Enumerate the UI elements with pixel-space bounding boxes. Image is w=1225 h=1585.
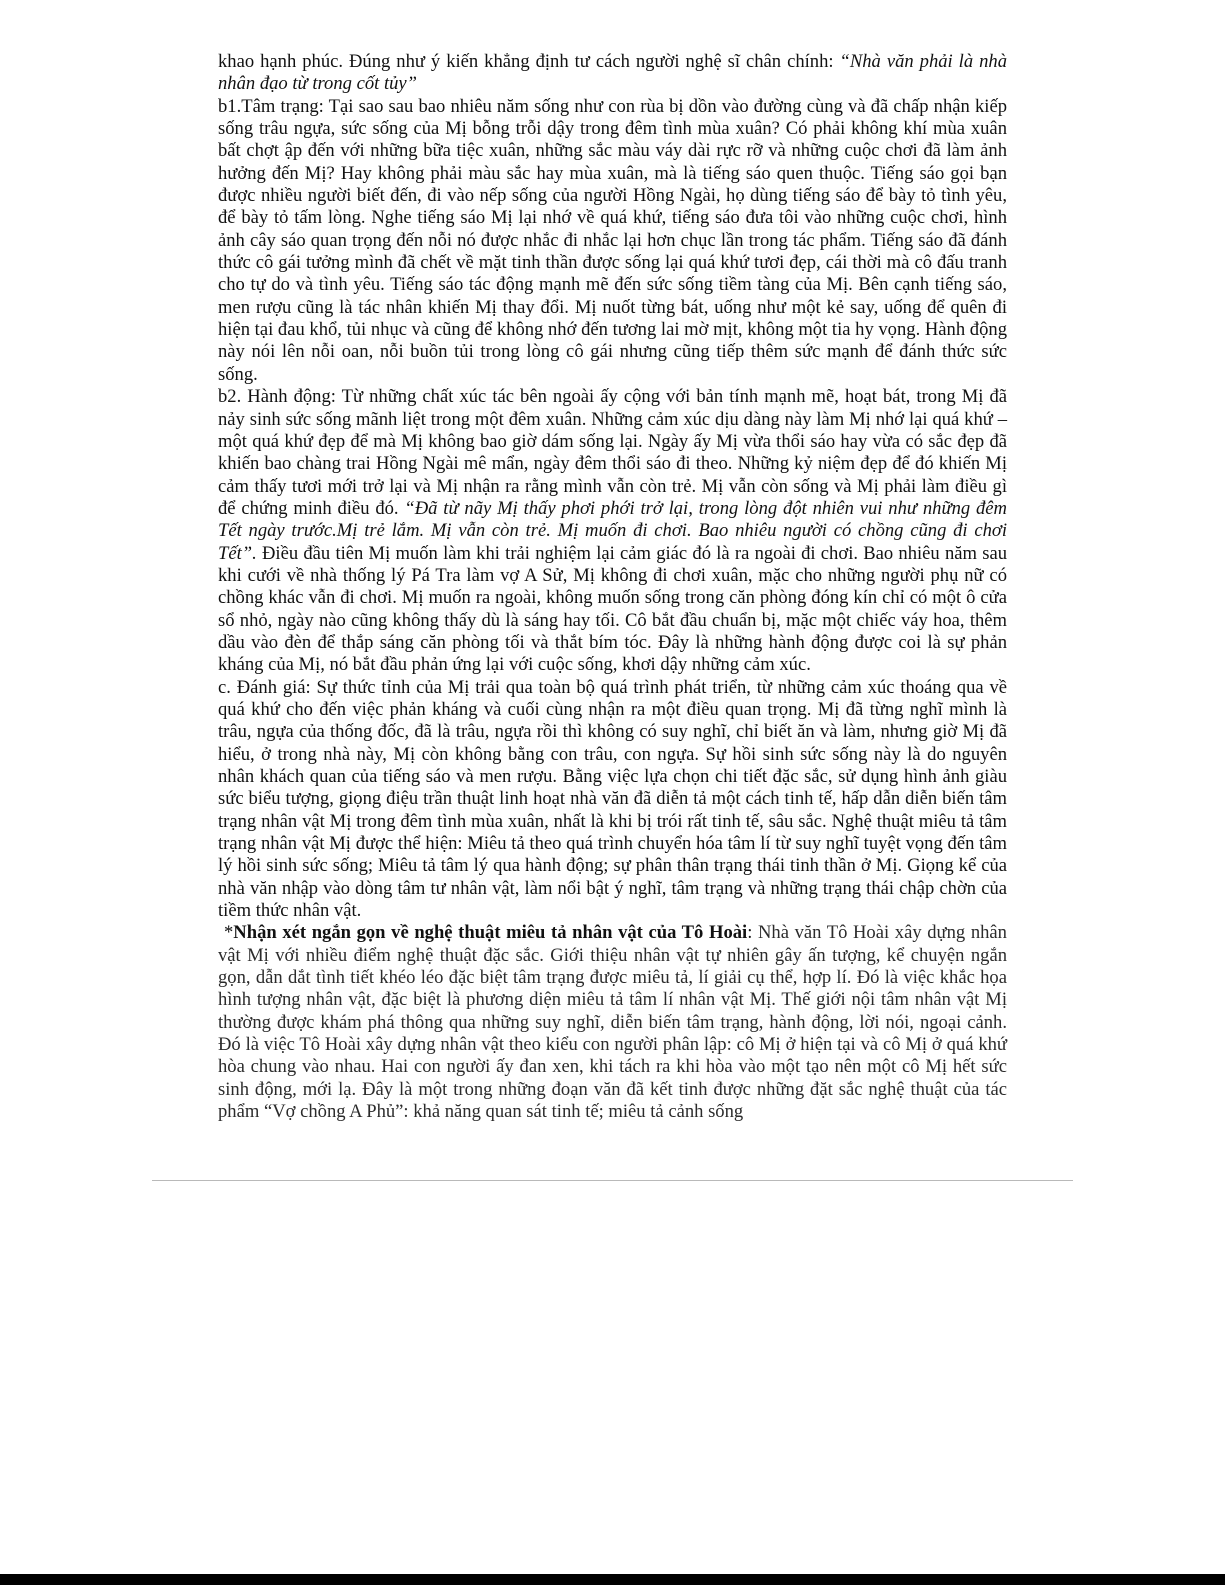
art-prefix: * <box>224 922 234 944</box>
b2-quote: “Đã từ nãy Mị thấy phơi phới trở lại, trong lòng đột nhiên vui như những đêm Tết ngày trước.Mị trẻ lắm. Mị vẫn còn trẻ. Mị muốn đi chơi. Bao nhiêu người có chồng cũng đi chơi Tết”. <box>218 497 1007 564</box>
intro-text: khao hạnh phúc. Đúng như ý kiến khẳng định tư cách người nghệ sĩ chân chính: <box>218 51 840 72</box>
art-paragraph <box>218 922 1007 1123</box>
b1-paragraph: b1.Tâm trạng: Tại sao sau bao nhiêu năm sống như con rùa bị dồn vào đường cùng và đã chấp nhận kiếp sống trâu ngựa, sức sống của Mị bỗng trỗi dậy trong đêm tình mùa xuân? Có phải không khí mùa xuân bất chợt ập đến với những bữa tiệc xuân, những sắc màu váy dài rực rỡ và những cuộc chơi đã làm ảnh hưởng đến Mị? Hay không phải màu sắc hay mùa xuân, mà là tiếng sáo quen thuộc. Tiếng sáo gọi bạn được nhiều người biết đến, đi vào nếp sống của người Hồng Ngài, họ dùng tiếng sáo để bày tỏ tình yêu, để bày tỏ tấm lòng. Nghe tiếng sáo Mị lại nhớ về quá khứ, tiếng sáo đưa tôi vào những cuộc chơi, hình ảnh cây sáo quan trọng đến nỗi nó được nhắc đi nhắc lại hơn chục lần trong tác phẩm. Tiếng sáo đã đánh thức cô gái tưởng mình đã chết về mặt tinh thần được sống lại quá khứ tươi đẹp, cái thời mà cô đấu tranh cho tự do và tình yêu. Tiếng sáo tác động mạnh mẽ đến sức sống tiềm tàng của Mị. Bên cạnh tiếng sáo, men rượu cũng là tác nhân khiến Mị thay đổi. Mị nuốt từng bát, uống như một kẻ say, uống để quên đi hiện tại đau khổ, tủi nhục và cũng để không nhớ đến tương lai mờ mịt, không một tia hy vọng. Hành động này nói lên nỗi oan, nỗi buồn tủi trong lòng cô gái nhưng cũng tiếp thêm sức mạnh để đánh thức sức sống. <box>218 95 1007 385</box>
art-text: Nhà văn Tô Hoài xây dựng nhân vật Mị với nhiều điểm nghệ thuật đặc sắc. Giới thiệu nhân vật tự nhiên gây ấn tượng, kể chuyện ngắn gọn, dẫn dắt tình tiết khéo léo đặc biệt tâm trạng được miêu tả, lí giải cụ thể, hợp lí. Đó là việc khắc họa hình tượng nhân vật, đặc biệt là phương diện miêu tả tâm lí nhân vật Mị. Thế giới nội tâm nhân vật Mị thường được khám phá thông qua những suy nghĩ, diễn biến tâm trạng, hành động, lời nói, ngoại cảnh. Đó là việc Tô Hoài xây dựng nhân vật theo kiểu con người phân lập: cô Mị ở hiện tại và cô Mị ở quá khứ hòa chung vào nhau. Hai con người ấy đan xen, khi tách ra khi hòa vào một tạo nên một cô Mị hết sức sinh động, mới lạ. Đây là một trong những đoạn văn đã kết tinh được những đặt sắc nghệ thuật của tác phẩm “Vợ chồng A Phủ”: khả năng quan sát tinh tế; miêu tả cảnh sống <box>218 922 1007 1123</box>
b2-text-after: Điều đầu tiên Mị muốn làm khi trải nghiệm lại cảm giác đó là ra ngoài đi chơi. Bao nhiêu năm sau khi cưới về nhà thống lý Pá Tra làm vợ A Sử, Mị không đi chơi xuân, mặc cho những người phụ nữ có chồng khác vẫn đi chơi. Mị muốn ra ngoài, không muốn sống trong căn phòng đóng kín chỉ có một ô cửa sổ nhỏ, ngày nào cũng không thấy dù là sáng hay tối. Cô bắt đầu chuẩn bị, mặc một chiếc váy hoa, thêm dầu vào đèn để thắp sáng căn phòng tối và thắt bím tóc. Đây là những hành động được coi là sự phản kháng của Mị, nó bắt đầu phản ứng lại với cuộc sống, khơi dậy những cảm xúc. <box>218 542 1007 676</box>
intro-quote: “Nhà văn phải là nhà nhân đạo từ trong cốt tủy” <box>218 51 1007 95</box>
art-colon: : <box>747 922 758 944</box>
c-paragraph: c. Đánh giá: Sự thức tỉnh của Mị trải qua toàn bộ quá trình phát triển, từ những cảm xúc thoáng qua về quá khứ cho đến việc phản kháng và cuối cùng nhận ra một điều quan trọng. Mị đã từng nghĩ mình là trâu, ngựa của thống đốc, đã là trâu, ngựa rồi thì không có suy nghĩ, chỉ biết ăn và làm, nhưng giờ Mị đã hiểu, ở trong nhà này, Mị còn không bằng con trâu, con ngựa. Sự hồi sinh sức sống này là do nguyên nhân khách quan của tiếng sáo và men rượu. Bằng việc lựa chọn chi tiết đặc sắc, sử dụng hình ảnh giàu sức biểu tượng, giọng điệu trần thuật linh hoạt nhà văn đã diễn tả một cách tinh tế, hấp dẫn diễn biến tâm trạng nhân vật Mị trong đêm tình mùa xuân, nhất là khi bị trói rất tinh tế, sâu sắc. Nghệ thuật miêu tả tâm trạng nhân vật Mị được thể hiện: Miêu tả theo quá trình chuyển hóa tâm lí từ suy nghĩ tuyệt vọng đến tâm lý hồi sinh sức sống; Miêu tả tâm lý qua hành động; sự phân thân trạng thái tinh thần ở Mị. Giọng kể của nhà văn nhập vào dòng tâm tư nhân vật, làm nổi bật ý nghĩ, tâm trạng và những trạng thái chập chờn của tiềm thức nhân vật. <box>218 676 1007 922</box>
document-page-body <box>218 51 1007 1124</box>
intro-paragraph <box>218 51 1007 96</box>
b2-paragraph <box>218 386 1007 676</box>
page-divider <box>152 1180 1073 1181</box>
bottom-edge-bar <box>0 1574 1225 1585</box>
art-heading: Nhận xét ngắn gọn về nghệ thuật miêu tả nhân vật của Tô Hoài <box>233 922 748 944</box>
b2-text-before: b2. Hành động: Từ những chất xúc tác bên ngoài ấy cộng với bản tính mạnh mẽ, hoạt bát, trong Mị đã nảy sinh sức sống mãnh liệt trong một đêm xuân. Những cảm xúc dịu dàng này làm Mị nhớ lại quá khứ – một quá khứ đẹp để mà Mị không bao giờ dám sống lại. Ngày ấy Mị vừa thổi sáo hay vừa có sắc đẹp đã khiến bao chàng trai Hồng Ngài mê mẩn, ngày đêm thổi sáo đi theo. Những kỷ niệm đẹp để đó khiến Mị cảm thấy tươi mới trở lại và Mị nhận ra rằng mình vẫn còn trẻ. Mị vẫn còn sống và Mị phải làm điều gì để chứng minh điều đó. <box>218 386 1007 519</box>
